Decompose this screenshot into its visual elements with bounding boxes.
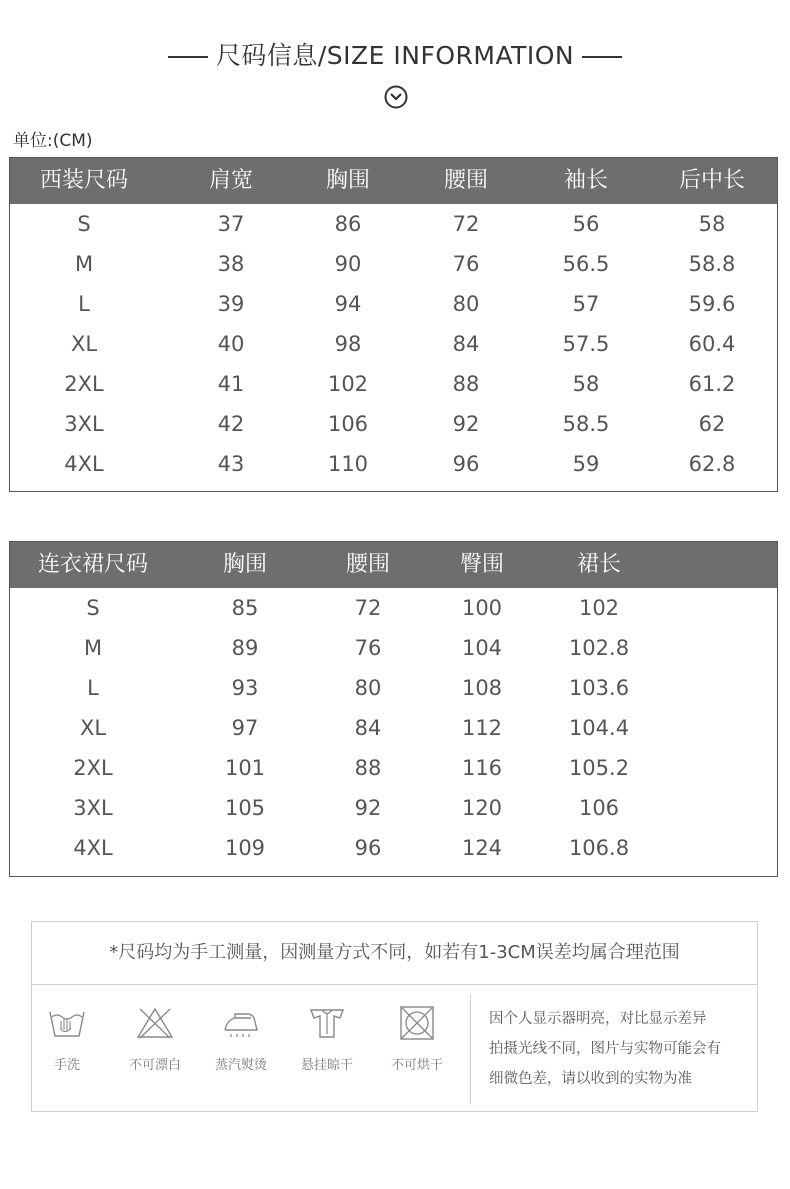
care-label: 手洗 bbox=[53, 1058, 80, 1073]
table-cell: 84 bbox=[452, 332, 480, 356]
care-label: 蒸汽熨烫 bbox=[214, 1058, 267, 1073]
suit-table-header bbox=[10, 158, 777, 204]
disclaimer-line: 因个人显示器明亮，对比显示差异 bbox=[489, 1011, 707, 1027]
table-cell: 104 bbox=[461, 636, 503, 660]
table-cell: 72 bbox=[452, 212, 480, 236]
table-row bbox=[10, 204, 777, 244]
table-cell: 102 bbox=[327, 372, 369, 396]
table-cell: 94 bbox=[334, 292, 362, 316]
table-cell: 106 bbox=[327, 412, 369, 436]
no-bleach-icon bbox=[135, 1006, 175, 1040]
care-label: 悬挂晾干 bbox=[300, 1058, 353, 1073]
table-row bbox=[10, 748, 777, 788]
table-cell: 37 bbox=[217, 212, 245, 236]
table-cell: 97 bbox=[231, 716, 259, 740]
table-cell: 86 bbox=[334, 212, 362, 236]
table-cell: 80 bbox=[354, 676, 382, 700]
table-cell: 108 bbox=[461, 676, 503, 700]
table-cell: 120 bbox=[461, 796, 503, 820]
table-cell: 98 bbox=[334, 332, 362, 356]
table-cell: 58.5 bbox=[562, 412, 610, 436]
table-cell: 116 bbox=[461, 756, 503, 780]
dress-table-header bbox=[10, 542, 777, 588]
dress-table-body bbox=[10, 588, 777, 868]
dress-col-waist: 腰围 bbox=[345, 552, 391, 577]
table-cell: 4XL bbox=[73, 836, 113, 860]
title-left-rule bbox=[168, 56, 208, 58]
steam-iron-icon bbox=[221, 1006, 261, 1040]
table-cell: 60.4 bbox=[688, 332, 736, 356]
table-cell: 106 bbox=[578, 796, 620, 820]
table-cell: 57 bbox=[572, 292, 600, 316]
table-cell: 59.6 bbox=[688, 292, 736, 316]
suit-size-table bbox=[9, 157, 778, 492]
table-cell: 103.6 bbox=[568, 676, 630, 700]
care-instructions-panel bbox=[31, 921, 758, 1112]
dress-col-chest: 胸围 bbox=[222, 552, 268, 577]
dress-col-size: 连衣裙尺码 bbox=[37, 552, 149, 577]
title-right-rule bbox=[582, 56, 622, 58]
table-cell: 90 bbox=[334, 252, 362, 276]
table-cell: 102.8 bbox=[568, 636, 630, 660]
table-cell: 59 bbox=[572, 452, 600, 476]
table-cell: 62 bbox=[698, 412, 726, 436]
table-cell: 80 bbox=[452, 292, 480, 316]
care-item-no-tumble-dry bbox=[382, 1006, 452, 1073]
table-cell: 124 bbox=[461, 836, 503, 860]
hand-wash-icon bbox=[47, 1006, 87, 1040]
table-row bbox=[10, 828, 777, 868]
table-cell: 105 bbox=[224, 796, 266, 820]
table-cell: XL bbox=[70, 332, 98, 356]
care-item-no-bleach bbox=[120, 1006, 190, 1073]
table-cell: M bbox=[83, 636, 103, 660]
suit-col-chest: 胸围 bbox=[325, 168, 371, 193]
table-cell: M bbox=[74, 252, 94, 276]
table-cell: 112 bbox=[461, 716, 503, 740]
table-cell: 76 bbox=[452, 252, 480, 276]
suit-col-size: 西装尺码 bbox=[39, 168, 129, 193]
title-text: 尺码信息/SIZE INFORMATION bbox=[215, 41, 575, 70]
table-cell: 92 bbox=[354, 796, 382, 820]
chevron-down-icon bbox=[384, 85, 408, 109]
table-cell: 40 bbox=[217, 332, 245, 356]
unit-label: 单位:(CM) bbox=[13, 131, 93, 151]
table-row bbox=[10, 708, 777, 748]
no-tumble-dry-icon bbox=[397, 1006, 437, 1040]
table-cell: 62.8 bbox=[688, 452, 736, 476]
care-item-hand-wash bbox=[32, 1006, 102, 1073]
table-cell: L bbox=[78, 292, 90, 316]
table-cell: 93 bbox=[231, 676, 259, 700]
table-cell: 88 bbox=[354, 756, 382, 780]
dress-col-length: 裙长 bbox=[576, 552, 622, 577]
table-cell: XL bbox=[79, 716, 107, 740]
hang-dry-icon bbox=[307, 1006, 347, 1040]
table-row bbox=[10, 284, 777, 324]
table-cell: 41 bbox=[217, 372, 245, 396]
table-cell: 57.5 bbox=[562, 332, 610, 356]
disclaimer-line: 拍摄光线不同，图片与实物可能会有 bbox=[489, 1041, 721, 1057]
table-cell: 38 bbox=[217, 252, 245, 276]
page-title bbox=[0, 36, 790, 72]
table-row bbox=[10, 364, 777, 404]
table-cell: 96 bbox=[354, 836, 382, 860]
table-cell: 56 bbox=[572, 212, 600, 236]
care-label: 不可烘干 bbox=[390, 1058, 443, 1073]
table-cell: 101 bbox=[224, 756, 266, 780]
table-cell: 110 bbox=[327, 452, 369, 476]
table-row bbox=[10, 404, 777, 444]
table-cell: 109 bbox=[224, 836, 266, 860]
table-cell: S bbox=[77, 212, 91, 236]
care-item-hang-dry bbox=[292, 1006, 362, 1073]
table-cell: 2XL bbox=[64, 372, 104, 396]
table-cell: 84 bbox=[354, 716, 382, 740]
table-row bbox=[10, 628, 777, 668]
table-row bbox=[10, 668, 777, 708]
color-disclaimer bbox=[489, 1004, 754, 1094]
table-cell: 72 bbox=[354, 596, 382, 620]
suit-col-waist: 腰围 bbox=[443, 168, 489, 193]
table-cell: 4XL bbox=[64, 452, 104, 476]
dress-col-hip: 臀围 bbox=[459, 552, 505, 577]
table-row bbox=[10, 788, 777, 828]
table-cell: 56.5 bbox=[562, 252, 610, 276]
table-cell: 61.2 bbox=[688, 372, 736, 396]
table-cell: 96 bbox=[452, 452, 480, 476]
table-cell: 100 bbox=[461, 596, 503, 620]
table-cell: 88 bbox=[452, 372, 480, 396]
table-cell: 39 bbox=[217, 292, 245, 316]
table-cell: 58.8 bbox=[688, 252, 736, 276]
suit-table-body bbox=[10, 204, 777, 484]
care-divider bbox=[470, 994, 471, 1104]
table-cell: 106.8 bbox=[568, 836, 630, 860]
table-cell: 3XL bbox=[73, 796, 113, 820]
table-row bbox=[10, 588, 777, 628]
table-row bbox=[10, 244, 777, 284]
suit-col-back-length: 后中长 bbox=[678, 168, 746, 193]
table-cell: 42 bbox=[217, 412, 245, 436]
measurement-note: *尺码均为手工测量，因测量方式不同，如若有1-3CM误差均属合理范围 bbox=[32, 922, 757, 985]
table-cell: 92 bbox=[452, 412, 480, 436]
table-row bbox=[10, 324, 777, 364]
table-cell: 89 bbox=[231, 636, 259, 660]
table-cell: 104.4 bbox=[568, 716, 630, 740]
suit-col-shoulder: 肩宽 bbox=[208, 168, 254, 193]
table-cell: 102 bbox=[578, 596, 620, 620]
disclaimer-line: 细微色差，请以收到的实物为准 bbox=[489, 1071, 692, 1087]
table-cell: 3XL bbox=[64, 412, 104, 436]
table-cell: 58 bbox=[698, 212, 726, 236]
dress-size-table bbox=[9, 541, 778, 877]
table-cell: 58 bbox=[572, 372, 600, 396]
table-cell: S bbox=[86, 596, 100, 620]
table-cell: 85 bbox=[231, 596, 259, 620]
table-cell: L bbox=[87, 676, 99, 700]
care-item-steam-iron bbox=[206, 1006, 276, 1073]
table-cell: 105.2 bbox=[568, 756, 630, 780]
suit-col-sleeve: 袖长 bbox=[563, 168, 609, 193]
table-cell: 2XL bbox=[73, 756, 113, 780]
table-row bbox=[10, 444, 777, 484]
care-label: 不可漂白 bbox=[128, 1058, 181, 1073]
table-cell: 43 bbox=[217, 452, 245, 476]
table-cell: 76 bbox=[354, 636, 382, 660]
